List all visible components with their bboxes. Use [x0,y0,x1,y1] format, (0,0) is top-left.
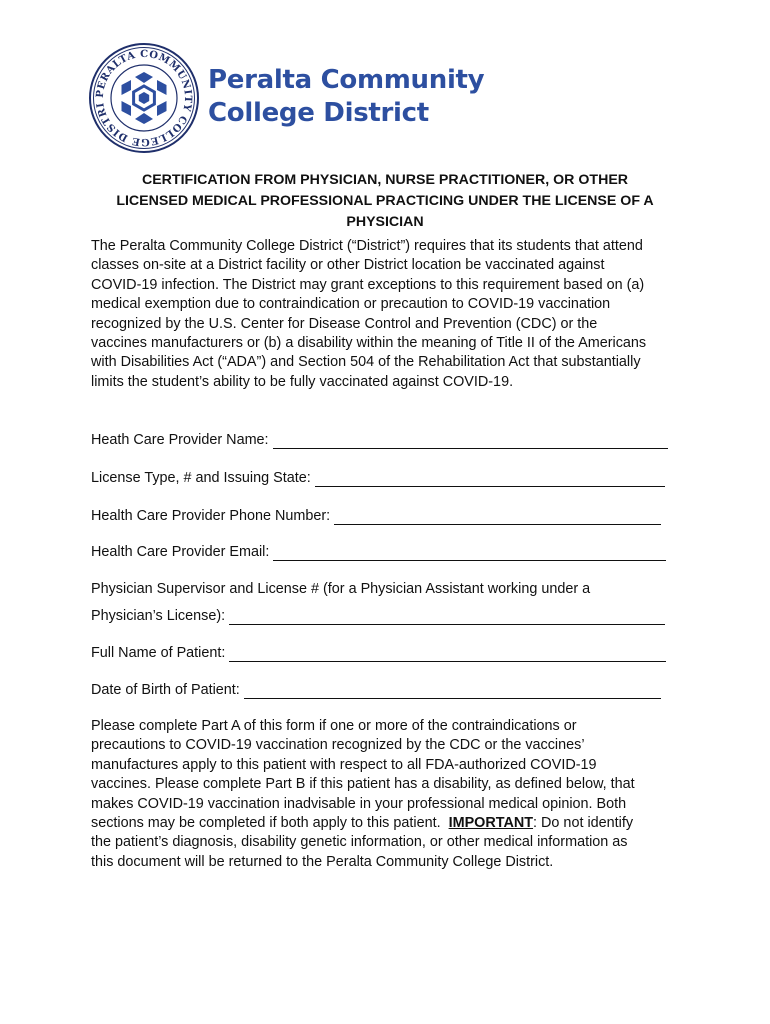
instructions-text: sections may be completed if both apply to this patient. [91,815,449,832]
intro-line: with Disabilities Act (“ADA”) and Section 504 of the Rehabilitation Act that substantially [91,354,641,371]
important-label: IMPORTANT [448,815,534,832]
instructions-line [91,814,635,833]
patient-dob-input-line[interactable] [244,684,661,699]
provider-phone-input-line[interactable] [334,510,661,525]
provider-email-field [91,543,666,561]
instructions-text: : Do not identify [533,815,634,832]
instructions-line: Please complete Part A of this form if one or more of the contraindications or [91,718,577,734]
supervisor-label-line-2: Physician’s License): [91,608,226,624]
provider-email-input-line[interactable] [273,546,666,561]
patient-name-field [91,644,666,662]
instructions-line: the patient’s diagnosis, disability genetic information, or other medical information as [91,834,628,851]
instructions-paragraph [91,717,635,872]
provider-name-input-line[interactable] [273,434,668,449]
supervisor-input-line[interactable] [229,610,665,625]
intro-line: limits the student’s ability to be fully vaccinated against COVID-19. [91,373,514,390]
license-type-field [91,469,665,487]
instructions-line: manufactures apply to this patient with respect to all FDA-authorized COVID-19 [91,756,597,773]
intro-line: medical exemption due to contraindication or precaution to COVID-19 vaccination [91,296,611,313]
provider-phone-field [91,507,661,525]
brand-line-2: College District [208,98,429,128]
provider-phone-label: Health Care Provider Phone Number: [91,508,331,524]
svg-text:PERALTA COMMUNITY COLLEGE DIST: PERALTA COMMUNITY COLLEGE DISTRI [94,48,194,148]
license-type-input-line[interactable] [315,472,665,487]
intro-line: COVID-19 infection. The District may grant exceptions to this requirement based on (a) [91,276,645,293]
supervisor-label-line-1: Physician Supervisor and License # (for a Physician Assistant working under a [91,581,591,597]
supervisor-field [91,607,665,625]
instructions-line: this document will be returned to the Peralta Community College District. [91,853,554,870]
provider-name-field [91,431,668,449]
provider-email-label: Health Care Provider Email: [91,544,270,560]
instructions-line: makes COVID-19 vaccination inadvisable in your professional medical opinion. Both [91,795,627,812]
title-line-3: PHYSICIAN [346,214,424,230]
district-wordmark [208,64,484,130]
instructions-line: vaccines. Please complete Part B if this patient has a disability, as defined below, that [91,776,635,793]
title-line-1: CERTIFICATION FROM PHYSICIAN, NURSE PRACTITIONER, OR OTHER [141,172,629,188]
intro-paragraph [91,237,646,392]
brand-line-1: Peralta Community [208,65,485,95]
intro-line: recognized by the U.S. Center for Disease Control and Prevention (CDC) or the [91,315,598,332]
patient-dob-label: Date of Birth of Patient: [91,682,240,698]
seal-graphic [88,42,200,154]
intro-line: The Peralta Community College District (“District”) requires that its students that attend [91,238,643,254]
supervisor-field-intro [91,580,590,598]
intro-line: classes on-site at a District facility or other District location be vaccinated against [91,257,605,274]
license-type-label: License Type, # and Issuing State: [91,470,311,486]
patient-name-input-line[interactable] [229,647,666,662]
district-seal-logo [88,42,200,154]
patient-dob-field [91,681,661,699]
intro-line: vaccines manufacturers or (b) a disability within the meaning of Title II of the Americans [91,335,647,352]
patient-name-label: Full Name of Patient: [91,645,226,661]
document-title [88,170,682,233]
instructions-line: precautions to COVID-19 vaccination recognized by the CDC or the vaccines’ [91,737,585,754]
title-line-2: LICENSED MEDICAL PROFESSIONAL PRACTICING UNDER THE LICENSE OF A [116,193,654,209]
provider-name-label: Heath Care Provider Name: [91,432,269,448]
